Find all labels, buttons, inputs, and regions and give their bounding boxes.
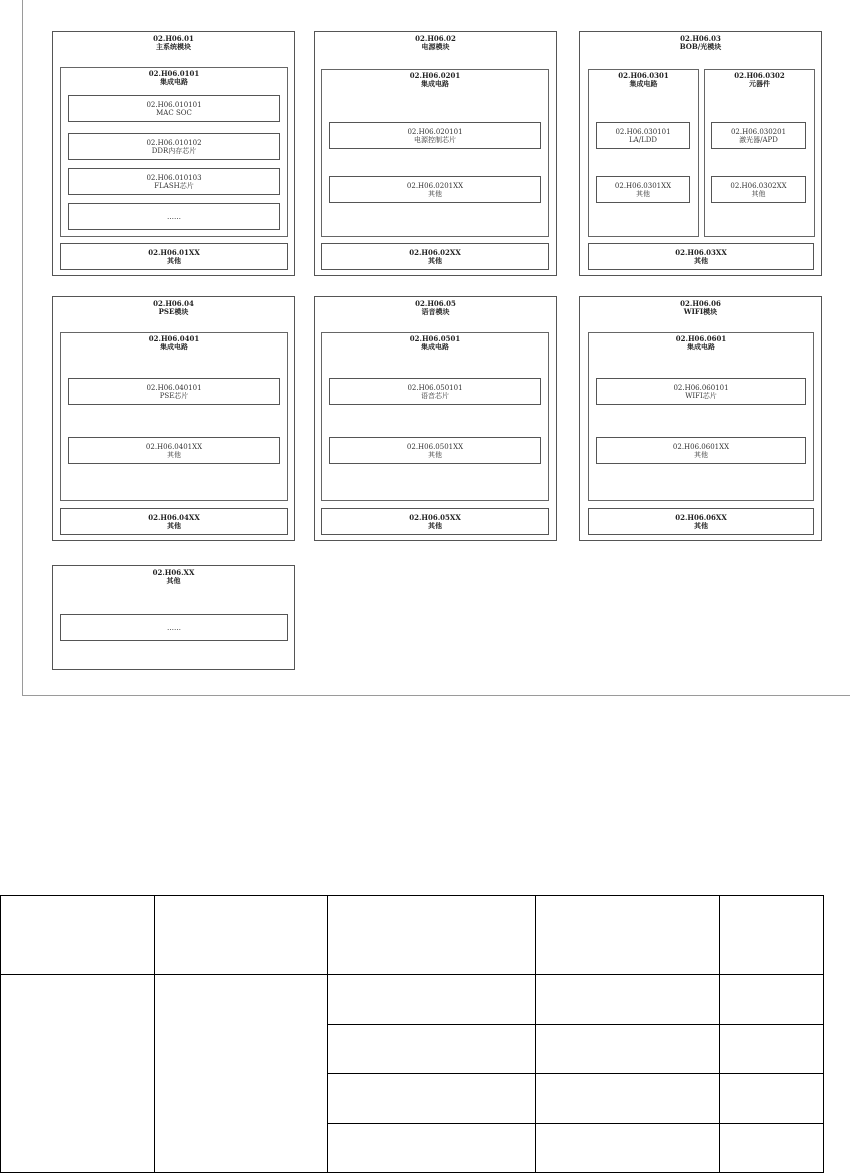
module-name: 主系统模块 [156,42,191,51]
table-col-line [154,895,155,1173]
leaf-name: WIFI芯片 [685,391,717,400]
other-code: 02.H06.05XX [409,512,461,522]
module-code: 02.H06.XX [152,568,195,577]
module-code: 02.H06.06 [680,299,721,308]
container-0601 [588,332,814,501]
leaf-code: 02.H06.010102 [146,138,202,147]
other-code: 02.H06.02XX [409,247,461,257]
module-name: 语音模块 [421,307,450,316]
module-title [53,35,294,51]
leaf-code: 02.H06.0301XX [614,181,672,190]
leaf-name: 其他 [751,189,766,198]
leaf-code: 02.H06.060101 [673,383,729,392]
leaf-name: …… [167,623,181,632]
leaf-060101 [596,378,806,405]
leaf-0501XX [329,437,541,464]
leaf-040101 [68,378,280,405]
container-name: 集成电路 [421,79,449,88]
leaf-name: …… [167,212,181,221]
table-row-line [327,1024,824,1025]
leaf-030201 [711,122,806,149]
other-04XX [60,508,288,535]
leaf-020101 [329,122,541,149]
leaf-code: 02.H06.0302XX [730,181,787,190]
module-code: 02.H06.04 [153,299,194,308]
leaf-name: 其他 [636,189,650,198]
other-name: 其他 [428,255,442,265]
container-code: 02.H06.0101 [148,69,200,78]
leaf-code: 02.H06.010101 [146,100,202,109]
leaf-010102 [68,133,280,160]
container-0501 [321,332,549,501]
container-code: 02.H06.0201 [409,71,461,80]
leaf-010101 [68,95,280,122]
leaf-030101 [596,122,690,149]
other-name: 其他 [167,520,181,530]
leaf-name: MAC SOC [156,108,192,117]
module-code: 02.H06.02 [415,34,456,43]
container-name: 集成电路 [160,77,188,86]
other-01XX [60,243,288,270]
leaf-0401XX [68,437,280,464]
module-name: PSE模块 [158,307,189,316]
container-name: 集成电路 [629,79,658,88]
table-row-line [327,1123,824,1124]
module-code: 02.H06.05 [415,299,456,308]
other-02XX [321,243,549,270]
other-03XX [588,243,814,270]
leaf-code: 02.H06.030201 [730,127,787,136]
container-code: 02.H06.0601 [675,334,727,343]
table-grid [0,895,824,1173]
leaf-name: LA/LDD [629,135,657,144]
container-0301 [588,69,699,237]
leaf-0301XX [596,176,690,203]
leaf-code: 02.H06.040101 [146,383,202,392]
module-name: 其他 [166,576,181,585]
container-0401 [60,332,288,501]
leaf-code: 02.H06.0401XX [145,442,203,451]
other-name: 其他 [694,520,708,530]
container-name: 元器件 [749,79,770,88]
container-name: 集成电路 [160,342,188,351]
leaf-code: 02.H06.010103 [146,173,202,182]
leaf-name: 其他 [694,450,708,459]
module-code: 02.H06.03 [680,34,721,43]
table-header-divider [0,974,824,975]
table-col-line [535,895,536,1173]
table-row-line [327,1073,824,1074]
leaf-code: 02.H06.0201XX [406,181,464,190]
other-name: 其他 [694,255,708,265]
module-name: BOB/光模块 [679,42,722,51]
container-0201 [321,69,549,237]
container-code: 02.H06.0302 [734,71,785,80]
leaf-name: DDR内存芯片 [151,146,197,155]
leaf-code: 02.H06.050101 [407,383,463,392]
leaf-0601XX [596,437,806,464]
leaf-ellipsis [68,203,280,230]
other-code: 02.H06.03XX [675,247,727,257]
leaf-0201XX [329,176,541,203]
other-name: 其他 [428,520,442,530]
leaf-code: 02.H06.020101 [407,127,463,136]
leaf-name: PSE芯片 [159,391,189,400]
leaf-code: 02.H06.030101 [615,127,671,136]
container-code: 02.H06.0501 [409,334,461,343]
leaf-name: 其他 [428,450,442,459]
leaf-0302XX [711,176,806,203]
other-05XX [321,508,549,535]
other-code: 02.H06.01XX [148,247,200,257]
module-name: WIFI模块 [683,307,718,316]
leaf-code: 02.H06.0601XX [672,442,730,451]
module-name: 电源模块 [421,42,450,51]
other-code: 02.H06.04XX [148,512,200,522]
module-code: 02.H06.01 [153,34,194,43]
container-name: 集成电路 [687,342,715,351]
table-col-line [327,895,328,1173]
container-code: 02.H06.0301 [618,71,669,80]
container-name: 集成电路 [421,342,449,351]
container-code: 02.H06.0401 [148,334,200,343]
leaf-name: 其他 [167,450,181,459]
other-06XX [588,508,814,535]
leaf-name: FLASH芯片 [154,181,194,190]
leaf-code: 02.H06.0501XX [406,442,464,451]
leaf-name: 其他 [428,189,442,198]
other-code: 02.H06.06XX [675,512,727,522]
other-name: 其他 [167,255,181,265]
table-col-line [719,895,720,1173]
leaf-name: 电源控制芯片 [414,135,456,144]
leaf-name: 语音芯片 [421,391,449,400]
leaf-name: 激光器/APD [739,135,778,144]
leaf-ellipsis-other [60,614,288,641]
leaf-050101 [329,378,541,405]
container-0302 [704,69,815,237]
leaf-010103 [68,168,280,195]
